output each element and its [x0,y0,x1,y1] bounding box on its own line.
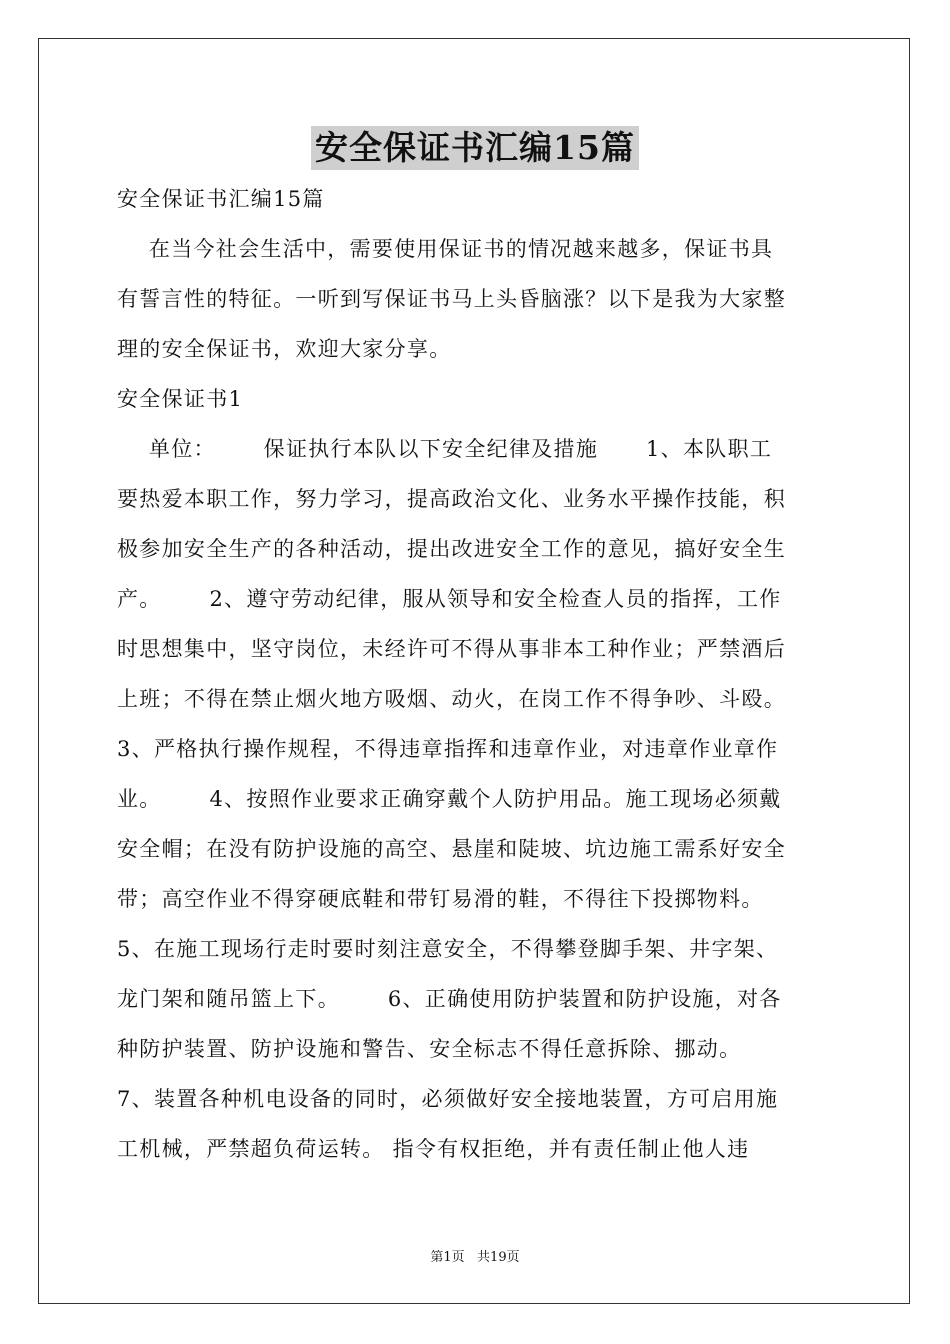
text-line: 3、严格执行操作规程，不得违章指挥和违章作业，对违章作业章作 [117,737,779,761]
text-line: 龙门架和随吊篮上下。 6、正确使用防护装置和防护设施，对各 [117,987,782,1011]
text-line: 5、在施工现场行走时要时刻注意安全，不得攀登脚手架、井字架、 [117,937,779,961]
text-line: 要热爱本职工作，努力学习，提高政治文化、业务水平操作技能，积 [117,487,786,511]
page-border [38,38,910,1304]
text-line: 安全帽；在没有防护设施的高空、悬崖和陡坡、坑边施工需系好安全 [117,837,786,861]
text-line: 理的安全保证书，欢迎大家分享。 [117,337,452,361]
text-line: 7、装置各种机电设备的同时，必须做好安全接地装置，方可启用施 [117,1087,779,1111]
title-block [0,126,950,170]
text-line: 上班；不得在禁止烟火地方吸烟、动火，在岗工作不得争吵、斗殴。 [117,687,786,711]
text-line: 种防护装置、防护设施和警告、安全标志不得任意拆除、挪动。 [117,1037,742,1061]
text-line: 工机械，严禁超负荷运转。 指令有权拒绝，并有责任制止他人违 [117,1137,750,1161]
text-line: 极参加安全生产的各种活动，提出改进安全工作的意见，搞好安全生 [117,537,786,561]
document-title: 安全保证书汇编15篇 [311,126,639,170]
text-line: 在当今社会生活中，需要使用保证书的情况越来越多，保证书具 [117,237,774,261]
text-line: 安全保证书汇编15篇 [117,187,325,211]
text-line: 带；高空作业不得穿硬底鞋和带钉易滑的鞋，不得往下投掷物料。 [117,887,764,911]
text-line: 产。 2、遵守劳动纪律，服从领导和安全检查人员的指挥，工作 [117,587,782,611]
text-line: 业。 4、按照作业要求正确穿戴个人防护用品。施工现场必须戴 [117,787,782,811]
page-footer: 第1页 共19页 [430,1250,520,1265]
section-heading: 安全保证书1 [117,387,244,411]
text-line: 时思想集中，坚守岗位，未经许可不得从事非本工种作业；严禁酒后 [117,637,786,661]
text-line: 有誓言性的特征。一听到写保证书马上头昏脑涨？以下是我为大家整 [117,287,786,311]
text-line: 单位： 保证执行本队以下安全纪律及措施 1、本队职工 [117,437,773,461]
